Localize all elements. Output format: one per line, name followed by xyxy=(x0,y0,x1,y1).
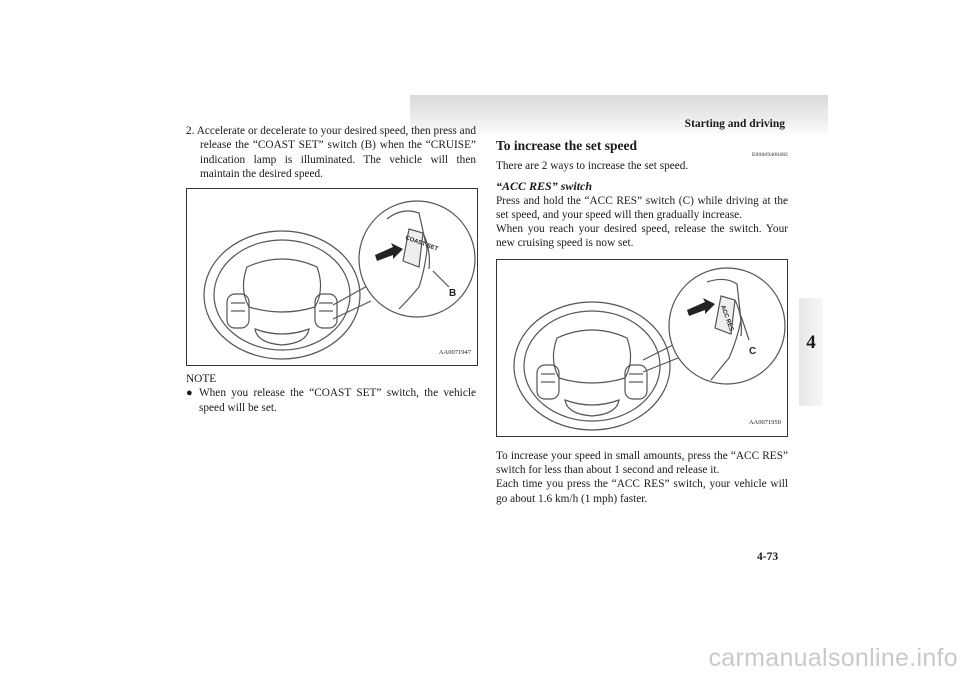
paragraph-3: To increase your speed in small amounts, press the “ACC RES” switch for less than about 1 second and release it. xyxy=(496,449,788,477)
note-text: When you release the “COAST SET” switch, the vehicle speed will be set. xyxy=(199,387,476,414)
chapter-number: 4 xyxy=(806,332,816,353)
callout-label-c: C xyxy=(749,345,757,357)
section-title: Starting and driving xyxy=(684,118,785,130)
left-column xyxy=(186,124,476,415)
switch-label: COAST SET xyxy=(404,235,439,253)
switch-label-2: ACC RES xyxy=(719,304,734,332)
figure-acc-res xyxy=(496,259,788,437)
heading-text: To increase the set speed xyxy=(496,138,637,153)
page-number: 4-73 xyxy=(757,551,779,563)
steering-wheel-illustration-2 xyxy=(497,260,787,436)
note-item xyxy=(186,386,476,415)
figure-code: AA0071947 xyxy=(438,348,471,356)
subheading: “ACC RES” switch xyxy=(496,179,593,194)
paragraph-2: When you reach your desired speed, release the switch. Your new cruising speed is now set. xyxy=(496,223,788,250)
note-title: NOTE xyxy=(186,373,217,386)
step-2-text: 2. Accelerate or decelerate to your desired speed, then press and release the “COAST SET” switch (B) when the “CRUISE” indication lamp is illuminated. The vehicle will then maintain the desired speed. xyxy=(186,125,476,180)
callout-label-b: B xyxy=(449,288,457,300)
steering-wheel-illustration xyxy=(187,189,477,365)
intro-text: There are 2 ways to increase the set speed. xyxy=(496,160,689,172)
paragraph-1: Press and hold the “ACC RES” switch (C) while driving at the set speed, and your speed will then gradually increase. xyxy=(496,194,788,221)
bullet-icon: ● xyxy=(186,387,193,400)
right-column xyxy=(496,138,788,506)
paragraph-4: Each time you press the “ACC RES” switch, your vehicle will go about 1.6 km/h (1 mph) faster. xyxy=(496,478,788,505)
watermark: carmanualsonline.info xyxy=(708,644,958,672)
heading-code: E00609400482 xyxy=(751,152,788,158)
figure-coast-set xyxy=(186,188,478,366)
section-heading xyxy=(496,138,788,158)
figure-code-2: AA0071950 xyxy=(748,419,781,427)
